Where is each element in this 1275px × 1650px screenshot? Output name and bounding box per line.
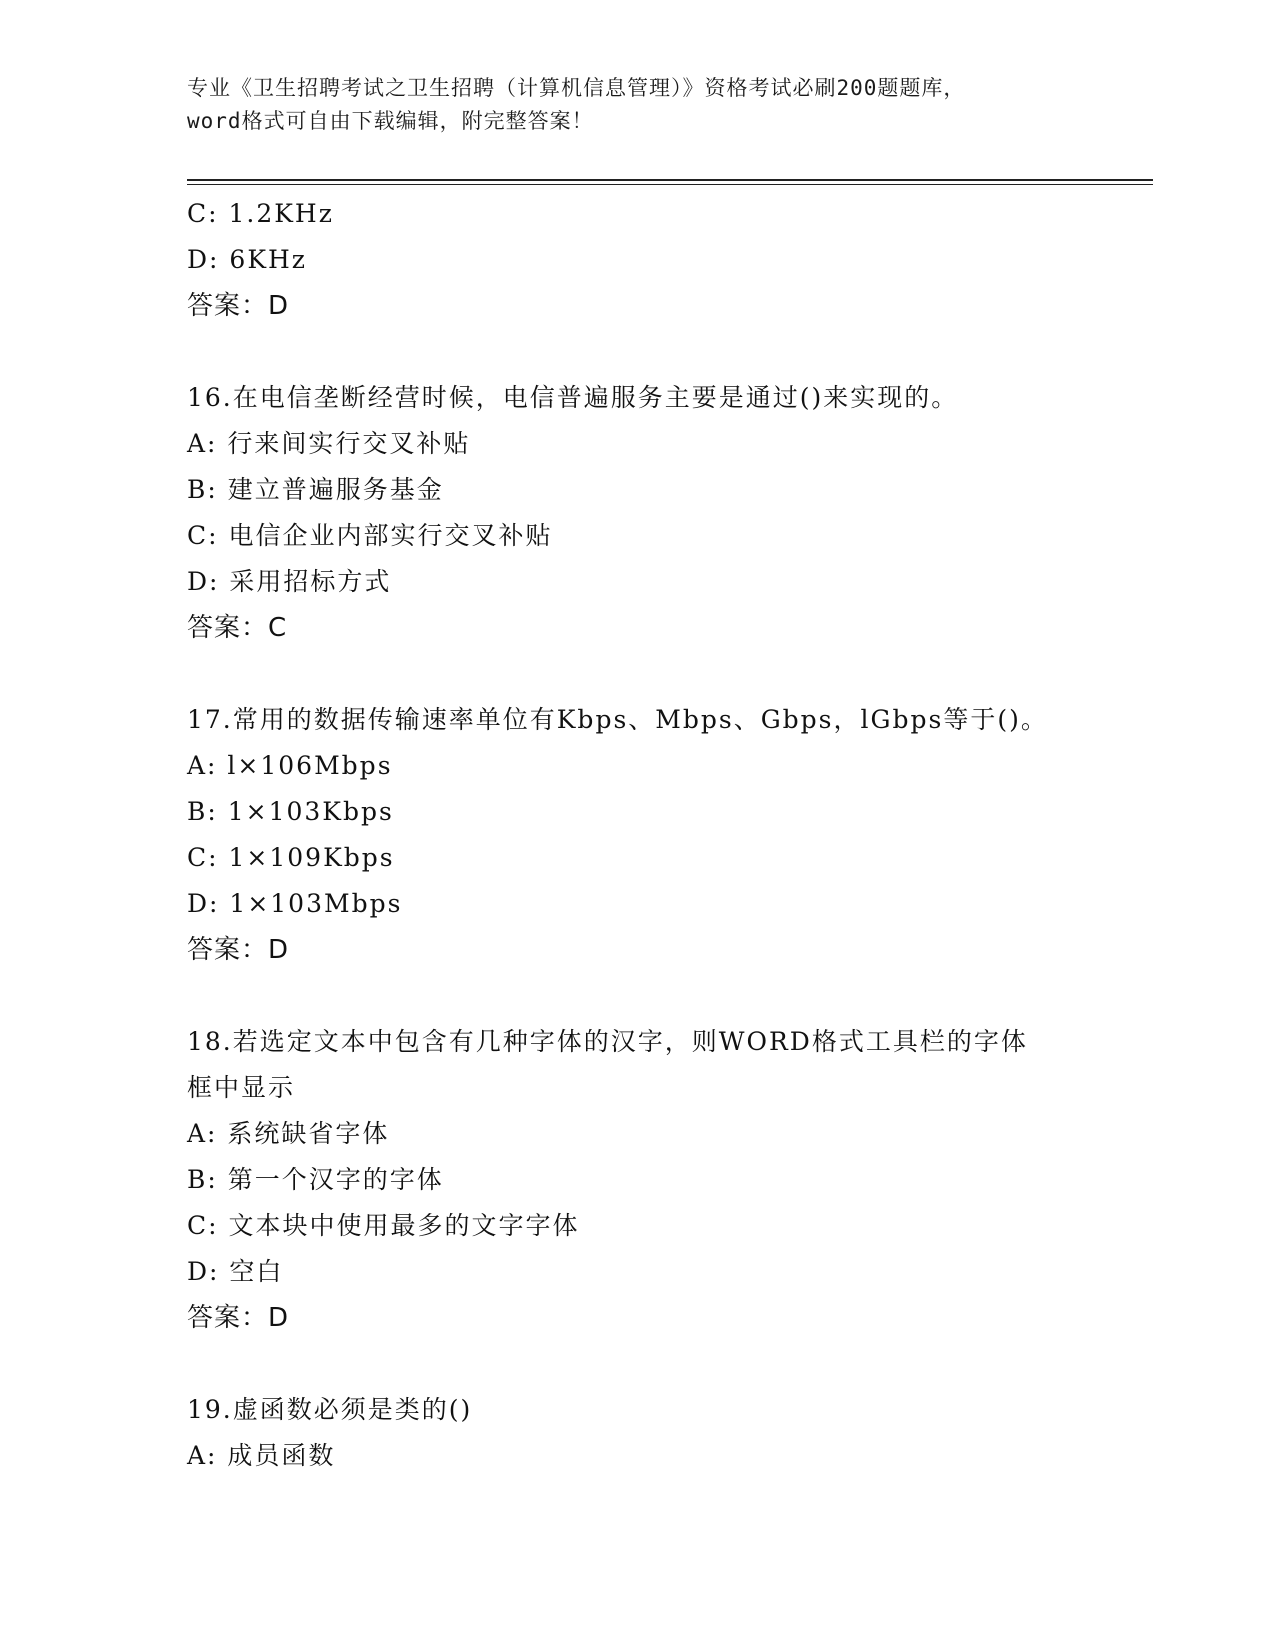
option-a: A: 系统缺省字体: [187, 1119, 390, 1148]
option-c: C: 电信企业内部实行交叉补贴: [187, 521, 553, 550]
question-19: [187, 1387, 1147, 1479]
spacer: [187, 973, 1147, 1019]
question-list: [187, 191, 1147, 1479]
question-stem-line-2: 框中显示: [187, 1073, 296, 1102]
option-d: D: 空白: [187, 1257, 284, 1286]
question-stem: 17.常用的数据传输速率单位有Kbps、Mbps、Gbps，lGbps等于()。: [187, 705, 1048, 734]
option-b: B: 第一个汉字的字体: [187, 1165, 444, 1194]
question-stem: 19.虚函数必须是类的(): [187, 1395, 473, 1424]
header-title-line-2: word格式可自由下载编辑，附完整答案！: [187, 109, 594, 133]
document-header: [187, 72, 1087, 138]
answer-line: 答案：D: [187, 291, 290, 321]
spacer: [187, 329, 1147, 375]
header-divider-thick: [187, 179, 1153, 181]
option-d: D: 6KHz: [187, 245, 307, 274]
option-d: D: 1×103Mbps: [187, 889, 403, 918]
header-title-line-1: 专业《卫生招聘考试之卫生招聘（计算机信息管理）》资格考试必刷200题题库，: [187, 76, 966, 100]
question-stem-line-1: 18.若选定文本中包含有几种字体的汉字，则WORD格式工具栏的字体: [187, 1027, 1028, 1056]
question-16: [187, 375, 1147, 651]
option-d: D: 采用招标方式: [187, 567, 392, 596]
header-divider-thin: [187, 184, 1153, 185]
option-c: C: 1.2KHz: [187, 199, 334, 228]
spacer: [187, 651, 1147, 697]
option-b: B: 1×103Kbps: [187, 797, 394, 826]
option-a: A: 成员函数: [187, 1441, 336, 1470]
question-18: [187, 1019, 1147, 1341]
question-15-tail: [187, 191, 1147, 329]
option-b: B: 建立普遍服务基金: [187, 475, 444, 504]
answer-line: 答案：D: [187, 935, 290, 965]
question-17: [187, 697, 1147, 973]
option-c: C: 文本块中使用最多的文字字体: [187, 1211, 580, 1240]
option-a: A: l×106Mbps: [187, 751, 393, 780]
option-c: C: 1×109Kbps: [187, 843, 395, 872]
answer-line: 答案：C: [187, 613, 288, 643]
question-stem: 16.在电信垄断经营时候，电信普遍服务主要是通过()来实现的。: [187, 383, 959, 412]
spacer: [187, 1341, 1147, 1387]
answer-line: 答案：D: [187, 1303, 290, 1333]
option-a: A: 行来间实行交叉补贴: [187, 429, 471, 458]
